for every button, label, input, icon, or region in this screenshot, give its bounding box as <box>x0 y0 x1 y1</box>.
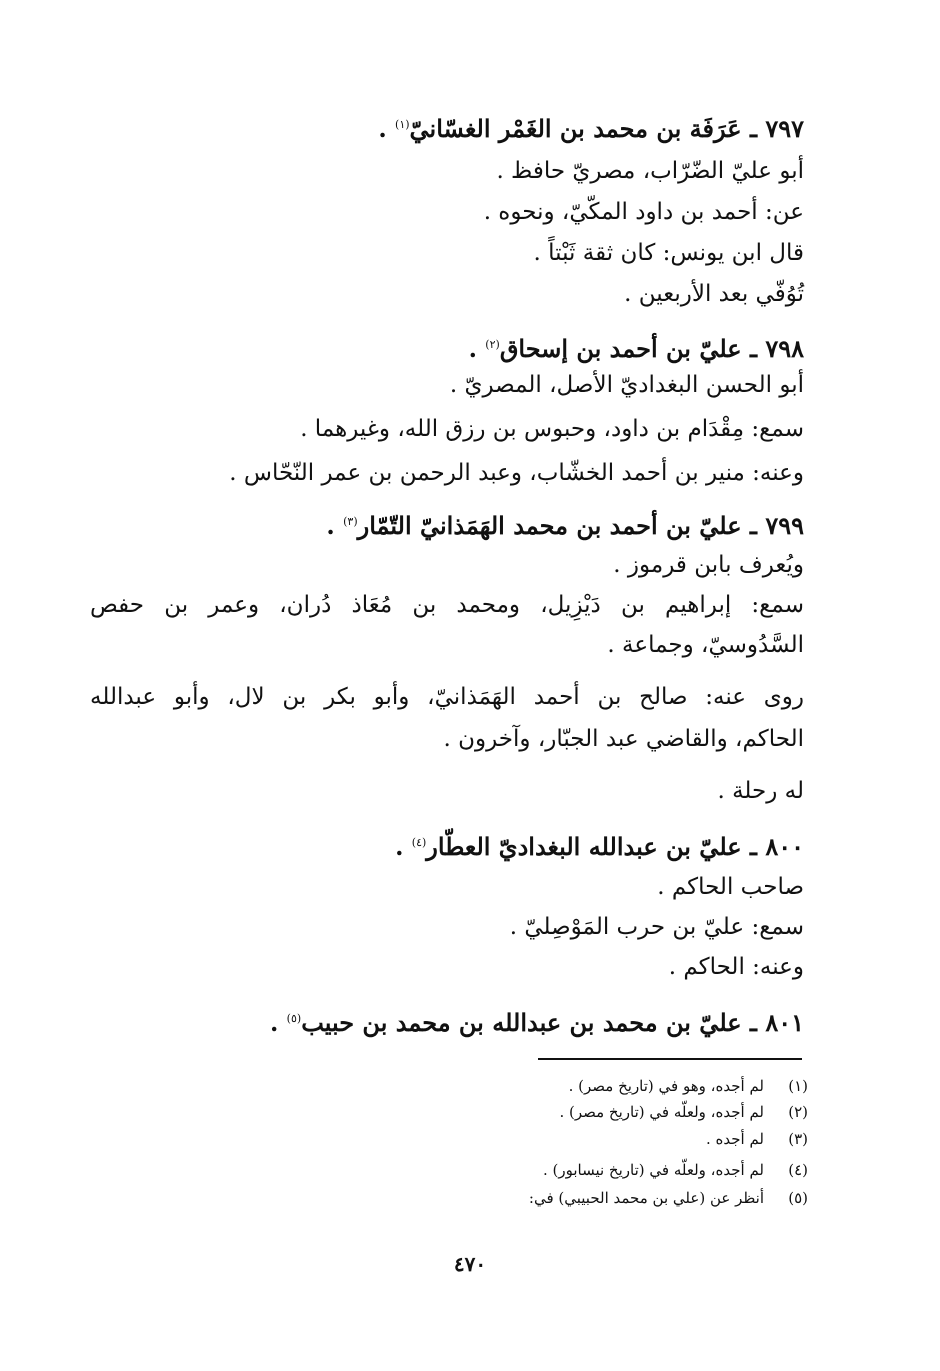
entry-801-heading: ٨٠١ ـ عليّ بن محمد بن عبدالله بن محمد بن حبيب$^{(٥)}$ . <box>269 1008 804 1037</box>
footnote-number: (٥) <box>788 1189 808 1207</box>
footnote-text: أنظر عن (علي بن محمد الحبيبي) في: <box>528 1189 764 1207</box>
entry-799-line: له رحلة . <box>717 778 804 804</box>
footnote-item <box>248 1185 808 1211</box>
footnote-ref-4[interactable]: (٤) <box>411 836 427 849</box>
entry-800-line: وعنه: الحاكم . <box>668 954 804 980</box>
entry-799-line: روى عنه: صالح بن أحمد الهَمَذانيّ، وأبو بكر بن لال، وأبو عبدالله <box>90 684 804 710</box>
entry-797-line: أبو عليّ الضّرّاب، مصريّ حافظ . <box>496 158 804 184</box>
entry-797-line: عن: أحمد بن داود المكّيّ، ونحوه . <box>483 199 804 225</box>
footnote-text: لم أجده، ولعلّه في (تاريخ نيسابور) . <box>542 1161 764 1179</box>
footnote-number: (٤) <box>788 1161 808 1179</box>
entry-800-line: سمع: عليّ بن حرب المَوْصِليّ . <box>509 914 804 940</box>
footnote-ref-1[interactable]: (١) <box>395 118 410 131</box>
footnote-ref-5[interactable]: (٥) <box>286 1012 302 1025</box>
footnote-number: (٢) <box>788 1103 808 1121</box>
entry-797-heading: ٧٩٧ ـ عَرَفَة بن محمد بن الغَمْر الغسّانيّ$^{(١)}$ . <box>378 114 804 143</box>
entry-797-line: تُوُفّي بعد الأربعين . <box>624 281 804 307</box>
entry-799-line: السَّدُوسيّ، وجماعة . <box>607 632 804 658</box>
footnote-text: لم أجده . <box>705 1130 764 1148</box>
entry-799-line: ويُعرف بابن قرموز . <box>613 552 804 578</box>
entry-797-line: قال ابن يونس: كان ثقة ثَبْتاً . <box>533 240 804 266</box>
entry-799-heading: ٧٩٩ ـ عليّ بن أحمد بن محمد الهَمَذانيّ التّمّار$^{(٣)}$ . <box>326 511 804 540</box>
entry-799-line: سمع: إبراهيم بن دَيْزِيل، ومحمد بن مُعَاذ دُران، وعمر بن حفص <box>90 592 804 618</box>
footnote-divider <box>538 1058 802 1060</box>
footnote-text: لم أجده، ولعلّه في (تاريخ مصر) . <box>559 1103 764 1121</box>
footnote-item <box>248 1073 808 1099</box>
footnote-item <box>248 1126 808 1152</box>
entry-798-line: سمع: مِقْدَام بن داود، وحبوس بن رزق الله، وغيرهما . <box>300 416 804 442</box>
entry-798-heading: ٧٩٨ ـ عليّ بن أحمد بن إسحاق$^{(٢)}$ . <box>468 334 804 363</box>
footnote-item <box>248 1099 808 1125</box>
entry-800-heading: ٨٠٠ ـ عليّ بن عبدالله البغداديّ العطّار$^{(٤)}$ . <box>395 832 804 861</box>
footnote-item <box>248 1157 808 1183</box>
entry-800-line: صاحب الحاكم . <box>657 874 804 900</box>
footnote-text: لم أجده، وهو في (تاريخ مصر) . <box>568 1077 764 1095</box>
footnote-ref-2[interactable]: (٢) <box>485 338 500 351</box>
entry-798-line: وعنه: منير بن أحمد الخشّاب، وعبد الرحمن بن عمر النّحّاس . <box>229 460 804 486</box>
footnote-number: (١) <box>788 1077 808 1095</box>
entry-798-line: أبو الحسن البغداديّ الأصل، المصريّ . <box>449 372 804 398</box>
page-number: ٤٧٠ <box>453 1252 487 1276</box>
footnote-number: (٣) <box>788 1130 808 1148</box>
footnote-ref-3[interactable]: (٣) <box>343 515 358 528</box>
entry-799-line: الحاكم، والقاضي عبد الجبّار، وآخرون . <box>443 726 804 752</box>
